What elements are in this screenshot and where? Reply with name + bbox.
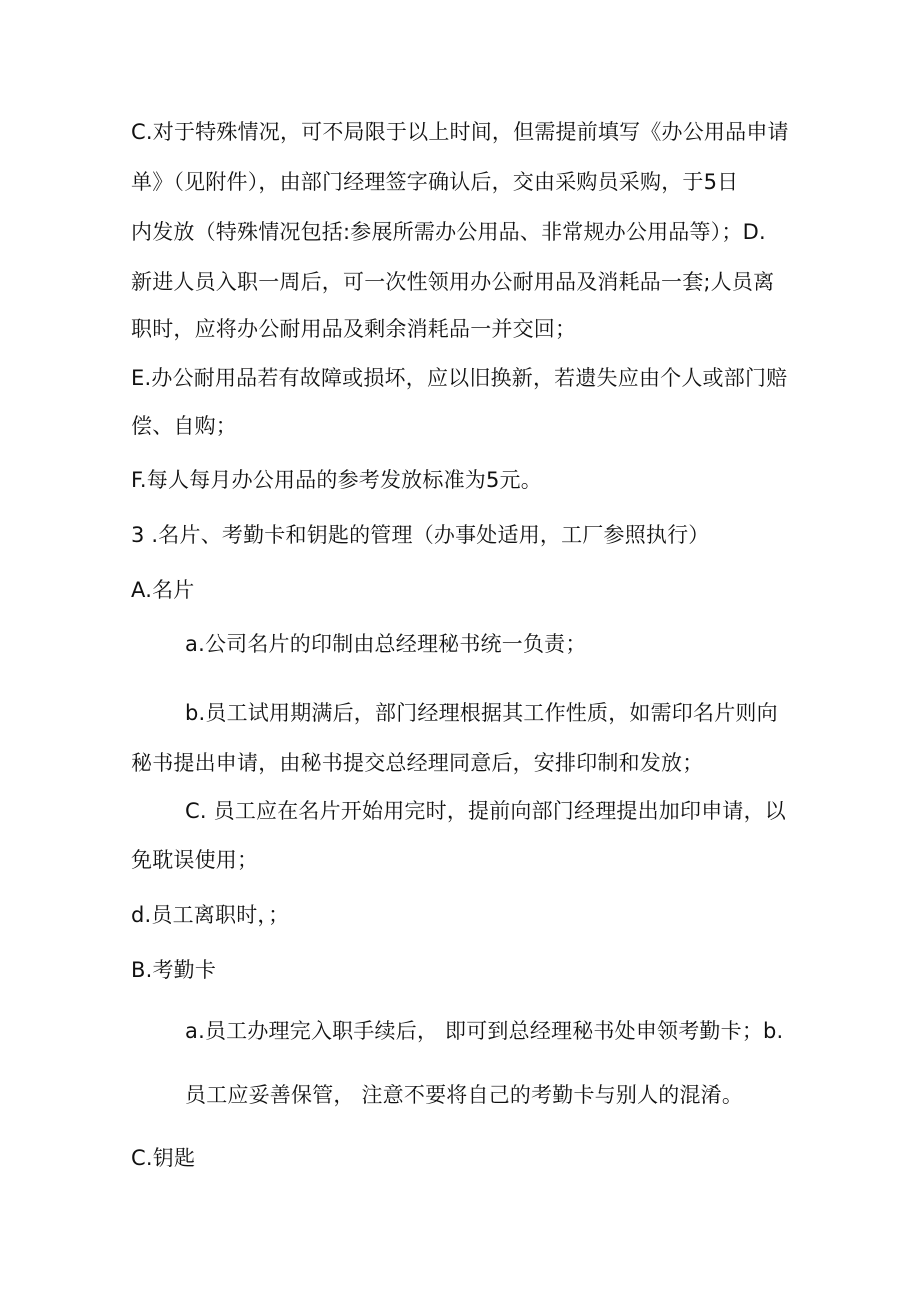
paragraph-e-line-1: E.办公耐用品若有故障或损坏，应以旧换新，若遗失应由个人或部门赔 xyxy=(131,366,788,390)
section-3-heading: 3 .名片、考勤卡和钥匙的管理（办事处适用，工厂参照执行） xyxy=(131,523,710,547)
item-b-line-2: 秘书提出申请，由秘书提交总经理同意后，安排印制和发放； xyxy=(131,751,704,775)
paragraph-e-line-2: 偿、自购； xyxy=(131,414,237,438)
item-b-line-1: b.员工试用期满后，部门经理根据其工作性质，如需印名片则向 xyxy=(185,701,778,725)
paragraph-c-line-1: C.对于特殊情况，可不局限于以上时间，但需提前填写《办公用品申请 xyxy=(131,120,789,144)
item-a-1: a.公司名片的印制由总经理秘书统一负责； xyxy=(185,632,587,656)
subsection-b-heading: B.考勤卡 xyxy=(131,958,217,982)
paragraph-c-line-2: 单》（见附件），由部门经理签字确认后，交由采购员采购，于5日 xyxy=(131,170,739,194)
paragraph-d-line-1: 新进人员入职一周后，可一次性领用办公耐用品及消耗品一套;人员离 xyxy=(131,270,775,294)
item-c-line-2: 免耽误使用； xyxy=(131,848,259,872)
paragraph-c-line-3: 内发放（特殊情况包括:参展所需办公用品、非常规办公用品等）；D. xyxy=(131,220,766,244)
paragraph-d-line-2: 职时，应将办公耐用品及剩余消耗品一并交回； xyxy=(131,317,577,341)
subsection-c-heading: C.钥匙 xyxy=(131,1146,196,1170)
item-d: d.员工离职时，； xyxy=(131,903,290,927)
item-b-b-1: 员工应妥善保管， 注意不要将自己的考勤卡与别人的混淆。 xyxy=(185,1083,744,1107)
item-b-a-1: a.员工办理完入职手续后， 即可到总经理秘书处申领考勤卡；b. xyxy=(185,1019,784,1043)
subsection-a-heading: A.名片 xyxy=(131,578,195,602)
item-c-line-1: C. 员工应在名片开始用完时，提前向部门经理提出加印申请，以 xyxy=(185,799,787,823)
paragraph-f: F.每人每月办公用品的参考发放标准为5元。 xyxy=(131,468,542,492)
